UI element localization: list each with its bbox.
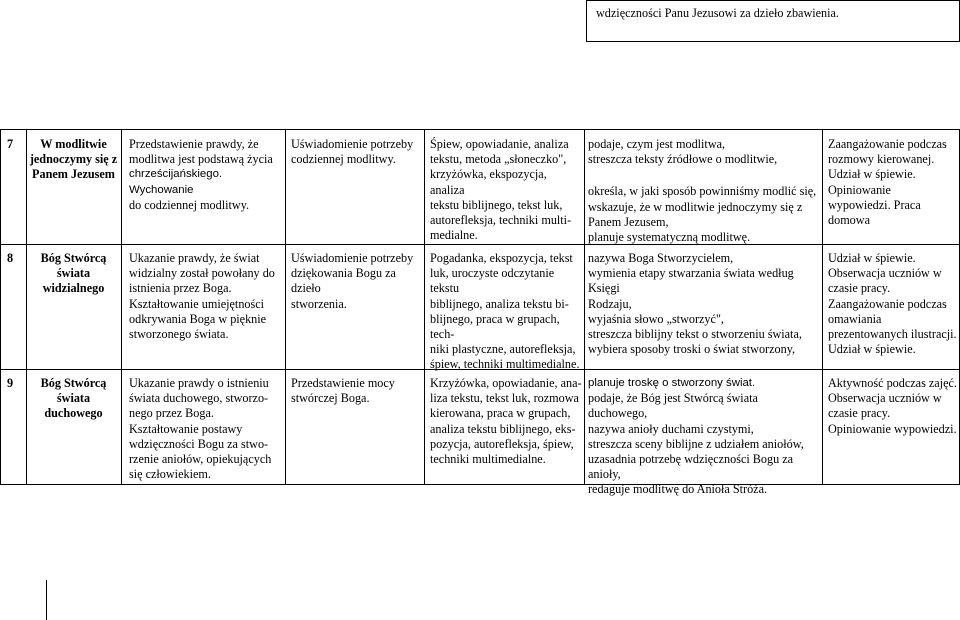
row7-methods xyxy=(430,137,582,243)
cell-line: Udział w śpiewie. xyxy=(828,167,916,182)
cell-line: się człowiekiem. xyxy=(129,467,211,482)
cell-line: luk, uroczyste odczytanie tekstu xyxy=(430,266,555,296)
col-border-4 xyxy=(424,129,425,485)
cell-line: rozmowy kierowanej. xyxy=(828,152,935,167)
cell-line: blijnego, praca w grupach, tech- xyxy=(430,311,560,342)
row7-goals xyxy=(129,137,283,213)
cell-line: stwórczej Boga. xyxy=(291,391,370,406)
col-border-6 xyxy=(822,129,823,485)
col-border-5 xyxy=(584,129,585,485)
cell-line: 7 xyxy=(7,137,14,151)
cell-line: biblijnego, analiza tekstu bi- xyxy=(430,296,569,311)
cell-line: czasie pracy. xyxy=(828,281,891,296)
cell-line: Obserwacja uczniów w xyxy=(828,391,942,406)
cell-line: domowa xyxy=(828,213,870,228)
cell-line: Obserwacja uczniów w xyxy=(828,266,942,281)
cell-line: Uświadomienie potrzeby xyxy=(291,137,414,151)
cell-line: Zaangażowanie podczas xyxy=(828,296,947,311)
row8-number xyxy=(7,251,13,266)
cell-line: W modlitwie xyxy=(40,137,107,151)
table-top-border xyxy=(586,0,960,1)
cell-line: Śpiew, opowiadanie, analiza xyxy=(430,137,569,151)
row7-attitudes xyxy=(291,137,423,167)
cell-line: Aktywność podczas zajęć. xyxy=(828,376,957,390)
cell-line: wyjaśnia słowo „stworzyć", xyxy=(588,311,724,326)
cell-line: określa, w jaki sposób powinniśmy modlić się, xyxy=(588,184,817,199)
row8-methods xyxy=(430,251,582,373)
row9-topic xyxy=(27,376,120,422)
cell-line: Opiniowanie xyxy=(828,182,891,197)
col-border-3 xyxy=(285,129,286,485)
cell-line: stworzonego świata. xyxy=(129,327,229,342)
cell-line: wypowiedzi. Praca xyxy=(828,197,921,212)
cell-line: techniki multimedialne. xyxy=(430,452,546,467)
row9-goals xyxy=(129,376,283,482)
cell-line: podaje, że Bóg jest Stwórcą świata duchowego, xyxy=(588,391,758,421)
cell-line: Kształtowanie postawy xyxy=(129,421,243,436)
row9-attitudes xyxy=(291,376,423,406)
cell-line: Udział w śpiewie. xyxy=(828,342,916,357)
cell-line: streszcza biblijny tekst o stworzeniu świata, xyxy=(588,327,802,342)
row8-assessment xyxy=(828,251,958,357)
cell-line: Udział w śpiewie. xyxy=(828,251,916,265)
cell-line: omawiania xyxy=(828,311,882,326)
page-margin-marker xyxy=(46,580,47,620)
cell-line: wdzięczności Panu Jezusowi za dzieło zbawienia. xyxy=(596,6,839,20)
cell-line: anioły, xyxy=(588,467,621,482)
cell-line: analiza tekstu biblijnego, eks- xyxy=(430,421,576,436)
cell-line: Ukazanie prawdy o istnieniu xyxy=(129,376,269,390)
cell-line: Przedstawienie prawdy, że xyxy=(129,137,259,151)
cell-line: widzialnego xyxy=(42,281,105,296)
cell-line: jednoczymy się z xyxy=(29,152,118,167)
cell-line: rzenie aniołów, opiekujących xyxy=(129,452,272,467)
cell-line: streszcza sceny biblijne z udziałem aniołów, xyxy=(588,436,804,451)
cell-line: odkrywania Boga w pięknie xyxy=(129,311,267,326)
cell-line: wybiera sposoby troski o świat stworzony, xyxy=(588,342,796,357)
cell-line: niki plastyczne, autorefleksja, xyxy=(430,342,576,357)
cell-line: redaguje modlitwę do Anioła Stróża. xyxy=(588,482,768,497)
row8-topic xyxy=(27,251,120,297)
cell-line: Ukazanie prawdy, że świat xyxy=(129,251,260,265)
cell-line: prezentowanych ilustracji. xyxy=(828,327,957,342)
cell-line: planuje troskę o stworzony świat. xyxy=(588,377,756,389)
row8-outcomes xyxy=(588,251,820,357)
row7-outcomes xyxy=(588,137,820,245)
cell-line: czasie pracy. xyxy=(828,406,891,421)
cell-line: autorefleksja, techniki multi- xyxy=(430,213,572,228)
col-border-0 xyxy=(0,129,1,485)
row9-methods xyxy=(430,376,582,467)
cell-line: krzyżówka, ekspozycja, analiza xyxy=(430,167,547,197)
cell-line: Opiniowanie wypowiedzi. xyxy=(828,421,957,436)
cell-line: nazywa anioły duchami czystymi, xyxy=(588,421,754,436)
cell-line: Przedstawienie mocy xyxy=(291,376,395,390)
cell-line: śpiew, techniki multimedialne. xyxy=(430,357,580,372)
top-cell-text xyxy=(596,6,956,21)
cell-line: Bóg Stwórcą xyxy=(40,376,107,390)
cell-line: świata xyxy=(56,391,91,406)
cell-line: nego przez Boga. xyxy=(129,406,214,421)
cell-line: świata xyxy=(56,266,91,281)
col-border-2 xyxy=(121,129,122,485)
cell-line: Kształtowanie umiejętności xyxy=(129,296,265,311)
cell-line: kierowana, praca w grupach, xyxy=(430,406,571,421)
row7-number xyxy=(7,137,13,152)
cell-line: wskazuje, że w modlitwie jednoczymy się z xyxy=(588,199,803,214)
cell-line: medialne. xyxy=(430,228,478,243)
row8-goals xyxy=(129,251,283,342)
row9-number xyxy=(7,376,13,391)
cell-line: chrześcijańskiego. Wychowanie xyxy=(129,168,223,196)
row7-assessment xyxy=(828,137,958,228)
cell-line: pozycja, autorefleksja, śpiew, xyxy=(430,436,574,451)
row7-topic xyxy=(27,137,120,183)
cell-line: duchowego xyxy=(44,406,103,421)
cell-line: 8 xyxy=(7,251,14,265)
cell-line: do codziennej modlitwy. xyxy=(129,197,250,212)
cell-line: dziękowania Bogu za dzieło xyxy=(291,266,396,296)
cell-line: wdzięczności Bogu za stwo- xyxy=(129,436,269,451)
row8-attitudes xyxy=(291,251,423,312)
cell-line: Pogadanka, ekspozycja, tekst xyxy=(430,251,573,265)
cell-line: uzasadnia potrzebę wdzięczności Bogu za xyxy=(588,452,794,467)
cell-line: świata duchowego, stworzo- xyxy=(129,391,269,406)
top-row-bottom-border xyxy=(586,41,960,42)
cell-line: 9 xyxy=(7,376,14,390)
cell-line: planuje systematyczną modlitwę. xyxy=(588,230,751,245)
cell-line: podaje, czym jest modlitwa, xyxy=(588,137,726,151)
cell-line: wymienia etapy stwarzania świata według Księgi xyxy=(588,266,794,296)
cell-line: Panem Jezusem xyxy=(32,167,115,182)
row9-outcomes xyxy=(588,376,820,498)
cell-line: tekstu biblijnego, tekst luk, xyxy=(430,197,563,212)
row9-assessment xyxy=(828,376,958,437)
cell-line: liza tekstu, tekst luk, rozmowa xyxy=(430,391,579,406)
cell-line: Krzyżówka, opowiadanie, ana- xyxy=(430,376,582,390)
row7-top-border xyxy=(0,129,960,130)
cell-line: Uświadomienie potrzeby xyxy=(291,251,414,265)
cell-line: tekstu, metoda „słoneczko", xyxy=(430,152,567,167)
top-cell-left-border xyxy=(586,0,587,42)
cell-line: widzialny został powołany do xyxy=(129,266,275,281)
cell-line: codziennej modlitwy. xyxy=(291,152,396,167)
cell-line: Bóg Stwórcą xyxy=(40,251,107,265)
cell-line: nazywa Boga Stworzycielem, xyxy=(588,251,734,265)
cell-line: Zaangażowanie podczas xyxy=(828,137,947,151)
cell-line: modlitwa jest podstawą życia xyxy=(129,152,273,167)
cell-line: Panem Jezusem, xyxy=(588,214,669,229)
cell-line: streszcza teksty źródłowe o modlitwie, xyxy=(588,152,778,167)
cell-line: stworzenia. xyxy=(291,296,347,311)
cell-line: istnienia przez Boga. xyxy=(129,281,232,296)
cell-line: Rodzaju, xyxy=(588,296,632,311)
